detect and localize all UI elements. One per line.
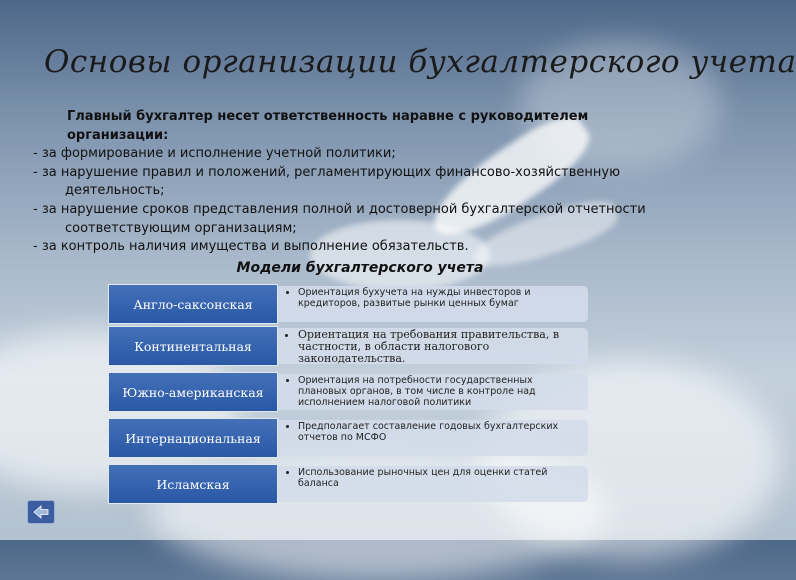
responsibility-item: - за формирование и исполнение учетной политики; xyxy=(33,146,396,162)
back-nav-button[interactable] xyxy=(27,500,55,524)
model-description-text: • Ориентация бухучета на нужды инвесторов и кредиторов, развитые рынки ценных бумаг xyxy=(298,287,582,309)
model-description-text: • Использование рыночных цен для оценки статей баланса xyxy=(298,467,582,489)
model-row-south-american xyxy=(108,372,588,412)
responsibility-text xyxy=(33,108,693,257)
model-description-text: • Ориентация на потребности государственных плановых органов, в том числе в контроле над исполнением налоговой политики xyxy=(298,375,582,408)
responsibility-item: - за нарушение правил и положений, регламентирующих финансово-хозяйственную xyxy=(33,164,621,180)
model-label: Континентальная xyxy=(108,326,278,366)
responsibility-item: - за нарушение сроков представления полной и достоверной бухгалтерской отчетности xyxy=(33,201,646,217)
model-row-anglo-saxon xyxy=(108,284,588,324)
model-description-text: • Предполагает составление годовых бухгалтерских отчетов по МСФО xyxy=(298,421,582,443)
model-label: Англо-саксонская xyxy=(108,284,278,324)
slide-title: Основы организации бухгалтерского учета xyxy=(44,44,796,80)
model-description xyxy=(278,328,588,364)
model-description-text: • Ориентация на требования правительства, в частности, в области налогового законодательства. xyxy=(298,329,582,365)
model-description xyxy=(278,420,588,456)
cloud-decoration xyxy=(150,440,610,580)
model-row-continental xyxy=(108,326,588,366)
model-row-islamic xyxy=(108,464,588,504)
responsibility-item-continuation: деятельность; xyxy=(65,183,165,199)
model-description xyxy=(278,466,588,502)
model-description xyxy=(278,374,588,410)
back-arrow-icon xyxy=(33,505,49,519)
model-label: Интернациональная xyxy=(108,418,278,458)
model-label: Южно-американская xyxy=(108,372,278,412)
responsibility-item-continuation: соответствующим организациям; xyxy=(65,220,297,236)
models-title: Модели бухгалтерского учета xyxy=(236,260,484,276)
model-label: Исламская xyxy=(108,464,278,504)
lead-paragraph: Главный бухгалтер несет ответственность наравне с руководителем организации: xyxy=(67,109,589,143)
model-row-international xyxy=(108,418,588,458)
responsibility-item: - за контроль наличия имущества и выполнение обязательств. xyxy=(33,239,469,255)
model-description xyxy=(278,286,588,322)
